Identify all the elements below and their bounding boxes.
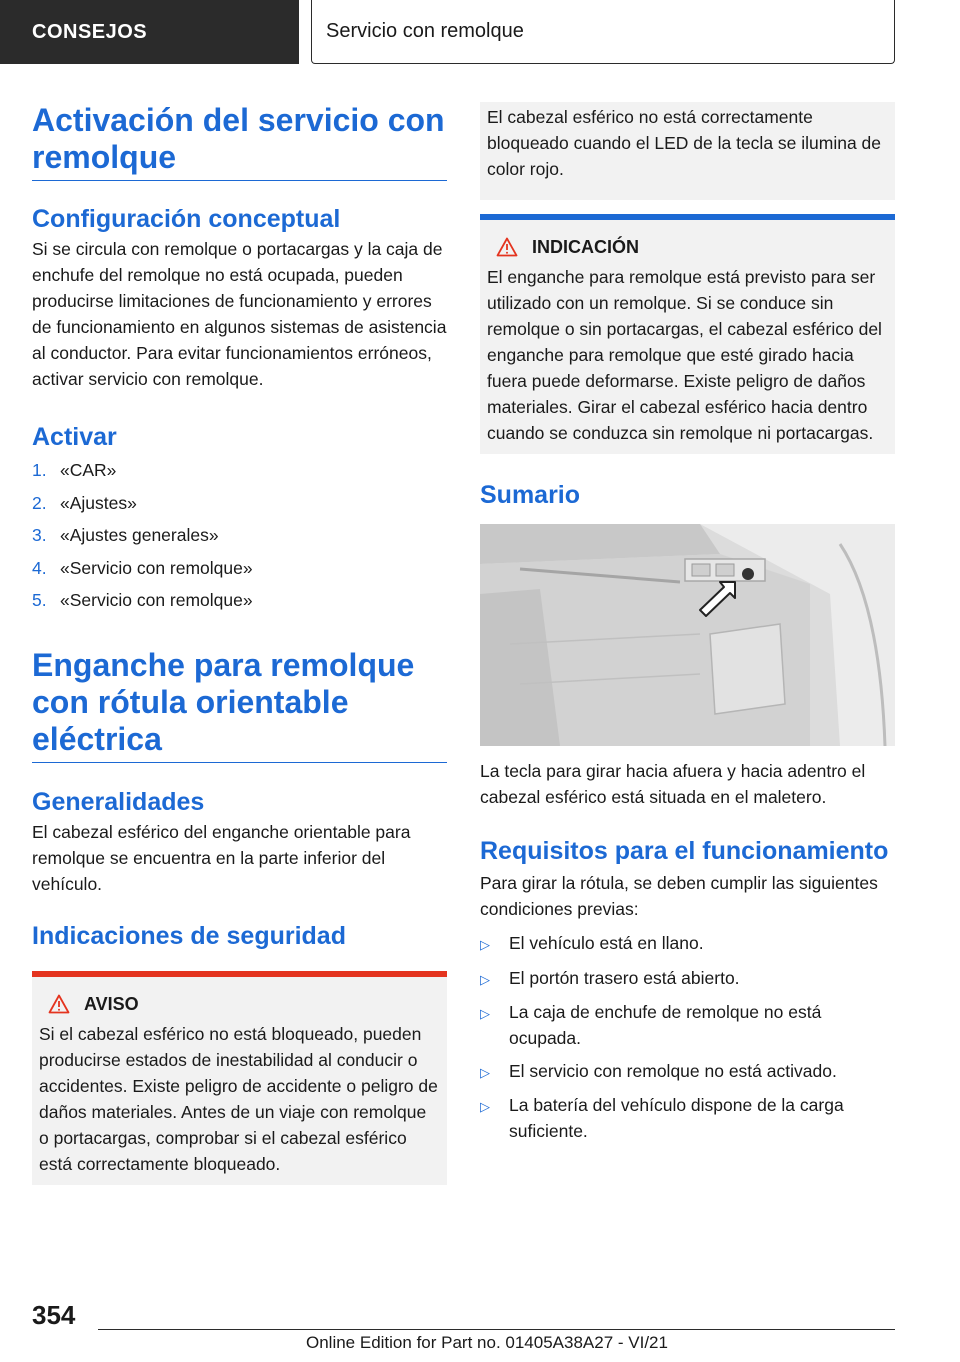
step-text: «Ajustes generales» xyxy=(60,525,219,545)
paragraph-config: Si se circula con remolque o portacargas y la caja de enchufe del remolque no está ocupada, pueden producirse limitaciones de funcionamiento y errores de funcionamiento en algunos sistemas de asistencia al conductor. Para evitar funcionamientos erróneos, activar servicio con remolque. xyxy=(32,239,447,389)
chapter-title: Servicio con remolque xyxy=(326,20,524,42)
indicacion-title xyxy=(487,234,888,260)
bullet-text: El portón trasero está abierto. xyxy=(509,967,740,988)
bullet-text: La batería del vehículo dispone de la carga suficiente. xyxy=(509,1095,844,1141)
indicacion-text: El enganche para remolque está previsto para ser utilizado con un remolque. Si se conduce sin remolque o sin portacargas, el cabezal esférico del enganche para remolque que esté girado hacia fuera puede deformarse. Existe peligro de daños materiales. Girar el cabezal esférico hacia dentro cuando se conduzca sin remolque ni portacargas. xyxy=(487,267,882,443)
step-number: 5. xyxy=(32,590,47,610)
section-tab xyxy=(0,0,299,64)
bullet-triangle-icon: ▷ xyxy=(480,971,490,987)
warning-triangle-icon xyxy=(496,237,518,257)
bullet-triangle-icon: ▷ xyxy=(480,1064,490,1080)
paragraph-requisitos: Para girar la rótula, se deben cumplir las siguientes condiciones previas: xyxy=(480,873,878,919)
list-item xyxy=(32,584,447,617)
left-column xyxy=(32,102,447,1185)
list-item xyxy=(32,454,447,487)
aviso-label: AVISO xyxy=(84,993,139,1014)
bullet-text: El servicio con remolque no está activado. xyxy=(509,1060,837,1081)
list-item xyxy=(32,487,447,520)
heading-config: Configuración conceptual xyxy=(32,205,341,233)
heading-activation: Activación del servicio con remolque xyxy=(32,102,447,181)
bullet-text: El vehículo está en llano. xyxy=(509,933,704,953)
step-text: «Servicio con remolque» xyxy=(60,557,253,578)
bullet-triangle-icon: ▷ xyxy=(480,937,490,952)
footer-divider xyxy=(98,1329,895,1330)
list-item xyxy=(480,965,895,993)
list-item xyxy=(480,999,895,1051)
steps-list xyxy=(32,454,447,617)
indicacion-label: INDICACIÓN xyxy=(532,237,639,257)
aviso-box xyxy=(32,971,447,1185)
list-item xyxy=(32,519,447,552)
heading-indicaciones: Indicaciones de seguridad xyxy=(32,921,346,950)
paragraph-generalidades: El cabezal esférico del enganche orientable para remolque se encuentra en la parte inferior del vehículo. xyxy=(32,821,411,894)
indicacion-box xyxy=(480,214,895,454)
warning-triangle-icon xyxy=(48,994,70,1014)
step-text: «CAR» xyxy=(60,460,117,480)
heading-enganche: Enganche para remolque con rótula orientable eléctrica xyxy=(32,647,447,763)
aviso-title xyxy=(39,991,440,1017)
bullet-text: La caja de enchufe de remolque no está ocupada. xyxy=(509,1002,822,1048)
list-item xyxy=(480,1058,895,1086)
aviso-continued-box xyxy=(480,102,895,200)
step-number: 1. xyxy=(32,460,47,480)
step-text: «Ajustes» xyxy=(60,492,137,513)
step-number: 4. xyxy=(32,557,47,578)
step-text: «Servicio con remolque» xyxy=(60,590,253,610)
section-label: CONSEJOS xyxy=(32,20,148,43)
heading-sumario: Sumario xyxy=(480,481,581,509)
bullet-triangle-icon: ▷ xyxy=(480,1099,490,1114)
aviso-continued-text: El cabezal esférico no está correctamente bloqueado cuando el LED de la tecla se ilumina de color rojo. xyxy=(487,107,882,179)
page-number: 354 xyxy=(32,1300,76,1330)
step-number: 3. xyxy=(32,525,47,545)
right-column xyxy=(480,102,895,1151)
heading-activar: Activar xyxy=(32,423,117,451)
heading-requisitos: Requisitos para el funcionamiento xyxy=(480,837,889,865)
list-item xyxy=(32,552,447,585)
paragraph-sumario: La tecla para girar hacia afuera y hacia adentro el cabezal esférico está situada en el maletero. xyxy=(480,761,866,807)
edition-text: Online Edition for Part no. 01405A38A27 - VI/21 xyxy=(306,1333,668,1352)
list-item xyxy=(480,930,895,958)
heading-generalidades: Generalidades xyxy=(32,787,205,816)
aviso-text: Si el cabezal esférico no está bloqueado, pueden producirse estados de inestabilidad al conducir o accidentes. Existe peligro de accidente o peligro de daños materiales. Antes de un viaje con remolque o portacargas, comprobar si el cabezal esférico está correctamente bloqueado. xyxy=(39,1023,438,1174)
trunk-illustration xyxy=(480,524,895,746)
requirements-list xyxy=(480,930,895,1144)
chapter-header xyxy=(311,0,895,64)
list-item xyxy=(480,1092,895,1144)
step-number: 2. xyxy=(32,492,47,513)
bullet-triangle-icon: ▷ xyxy=(480,1006,490,1021)
trunk-photo xyxy=(480,524,895,746)
